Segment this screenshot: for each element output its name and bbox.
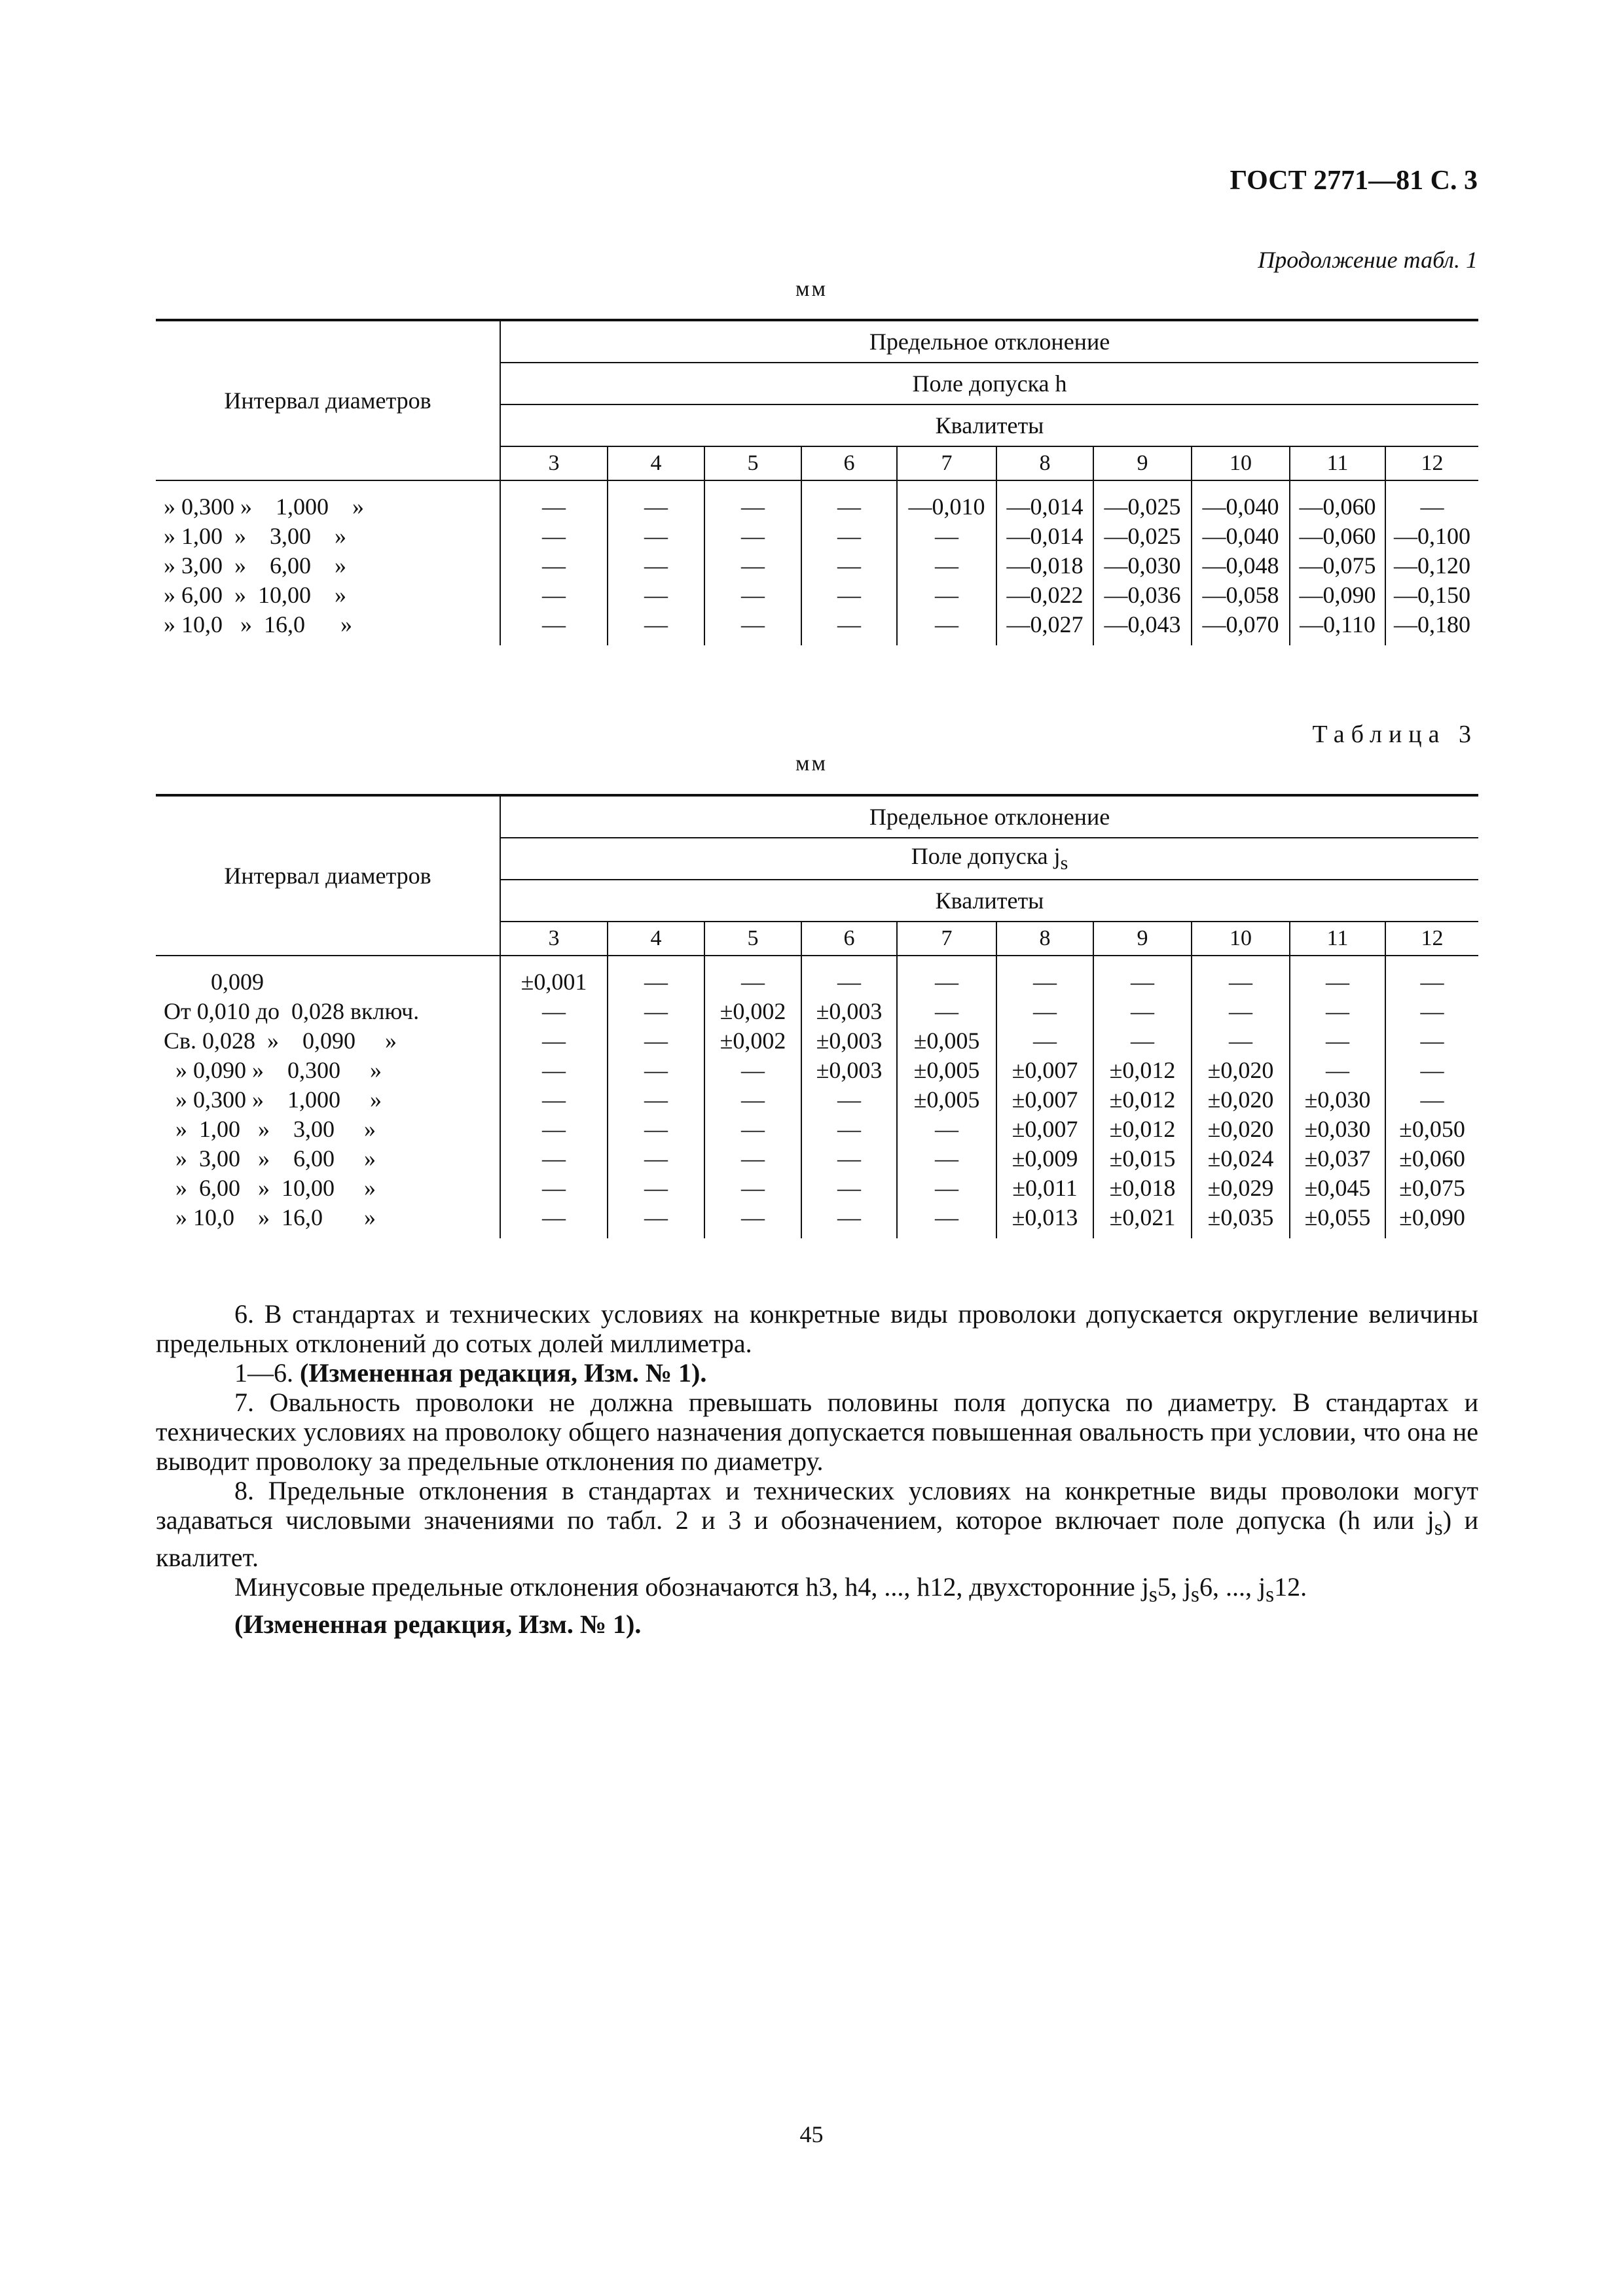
spacer-cell <box>1192 639 1290 645</box>
interval-header: Интервал диаметров <box>156 320 500 480</box>
grade-number: 6 <box>801 446 897 480</box>
deviation-cell: ±0,005 <box>897 1026 996 1055</box>
subscript: s <box>1266 1583 1275 1607</box>
deviation-cell: ±0,012 <box>1093 1055 1192 1085</box>
deviation-cell: — <box>608 580 704 609</box>
deviation-cell: — <box>500 550 608 580</box>
deviation-cell: — <box>1290 1055 1385 1085</box>
table-row <box>156 1143 1478 1173</box>
spacer-cell <box>500 639 608 645</box>
deviation-cell: —0,100 <box>1385 521 1478 550</box>
deviation-cell: — <box>1385 996 1478 1026</box>
deviation-cell: — <box>704 1114 801 1143</box>
interval-cell: » 0,300 » 1,000 » <box>164 493 364 520</box>
tolerance-table-h <box>156 319 1478 645</box>
grade-number: 6 <box>801 922 897 956</box>
deviation-cell: — <box>704 956 801 996</box>
spacer-cell <box>608 1232 704 1238</box>
deviation-cell: ±0,007 <box>996 1055 1093 1085</box>
deviation-header: Предельное отклонение <box>500 795 1478 838</box>
deviation-cell: —0,070 <box>1192 609 1290 639</box>
deviation-cell: — <box>1192 1026 1290 1055</box>
table1-unit: мм <box>795 277 828 301</box>
deviation-cell: ±0,021 <box>1093 1202 1192 1232</box>
deviation-cell: — <box>1385 1055 1478 1085</box>
deviation-cell: — <box>500 521 608 550</box>
field-header-text: Поле допуска j <box>911 843 1061 870</box>
deviation-cell: — <box>704 580 801 609</box>
deviation-cell: — <box>897 956 996 996</box>
deviation-cell: — <box>897 609 996 639</box>
interval-cell: » 1,00 » 3,00 » <box>164 522 346 549</box>
interval-cell: » 3,00 » 6,00 » <box>164 1145 376 1172</box>
deviation-cell: — <box>608 550 704 580</box>
field-header-subscript: s <box>1060 852 1068 874</box>
deviation-cell: —0,043 <box>1093 609 1192 639</box>
deviation-cell: — <box>897 521 996 550</box>
deviation-cell: — <box>1290 956 1385 996</box>
deviation-cell: — <box>500 480 608 521</box>
table-row <box>156 580 1478 609</box>
interval-cell: » 10,0 » 16,0 » <box>164 1204 376 1230</box>
deviation-cell: — <box>608 1143 704 1173</box>
interval-cell: » 0,090 » 0,300 » <box>164 1056 382 1083</box>
deviation-cell: —0,027 <box>996 609 1093 639</box>
grades-header: Квалитеты <box>500 880 1478 922</box>
deviation-cell: —0,120 <box>1385 550 1478 580</box>
deviation-cell: — <box>1290 996 1385 1026</box>
deviation-cell: —0,060 <box>1290 480 1385 521</box>
field-header: Поле допуска h <box>500 363 1478 404</box>
deviation-cell: — <box>801 550 897 580</box>
interval-cell: » 10,0 » 16,0 » <box>164 611 352 637</box>
deviation-cell: — <box>1093 956 1192 996</box>
deviation-cell: — <box>704 1143 801 1173</box>
deviation-cell: — <box>1192 996 1290 1026</box>
deviation-cell: —0,110 <box>1290 609 1385 639</box>
spacer-cell <box>801 639 897 645</box>
field-header <box>500 838 1478 880</box>
deviation-cell: ±0,007 <box>996 1114 1093 1143</box>
grade-number: 8 <box>996 922 1093 956</box>
table-row <box>156 1085 1478 1114</box>
deviation-cell: — <box>704 1173 801 1202</box>
deviation-cell: — <box>897 1202 996 1232</box>
grade-number: 11 <box>1290 446 1385 480</box>
deviation-cell: — <box>500 580 608 609</box>
deviation-cell: ±0,037 <box>1290 1143 1385 1173</box>
subscript: s <box>1434 1516 1443 1540</box>
deviation-cell: —0,025 <box>1093 521 1192 550</box>
deviation-cell: — <box>608 1114 704 1143</box>
deviation-cell: — <box>897 550 996 580</box>
deviation-cell: — <box>704 550 801 580</box>
deviation-cell: ±0,018 <box>1093 1173 1192 1202</box>
grade-number: 11 <box>1290 922 1385 956</box>
deviation-cell: — <box>801 1202 897 1232</box>
deviation-cell: — <box>608 996 704 1026</box>
deviation-cell: — <box>801 609 897 639</box>
paragraph-6-note <box>156 1358 1478 1388</box>
deviation-cell: — <box>500 609 608 639</box>
deviation-cell: — <box>608 1026 704 1055</box>
spacer-cell <box>897 639 996 645</box>
deviation-cell: — <box>801 521 897 550</box>
page-number: 45 <box>799 2121 824 2147</box>
deviation-cell: —0,030 <box>1093 550 1192 580</box>
deviation-cell: ±0,012 <box>1093 1085 1192 1114</box>
deviation-cell: — <box>608 1055 704 1085</box>
designations-text: 6, ..., j <box>1199 1572 1266 1602</box>
deviation-cell: ±0,050 <box>1385 1114 1478 1143</box>
deviation-cell: —0,048 <box>1192 550 1290 580</box>
table-row <box>156 480 1478 521</box>
table-continuation-note: Продолжение табл. 1 <box>1258 247 1478 273</box>
deviation-cell: ±0,055 <box>1290 1202 1385 1232</box>
deviation-cell: — <box>704 1202 801 1232</box>
grade-number: 7 <box>897 922 996 956</box>
spacer-cell <box>1290 1232 1385 1238</box>
deviation-cell: —0,014 <box>996 521 1093 550</box>
deviation-cell: — <box>608 956 704 996</box>
grade-number: 9 <box>1093 446 1192 480</box>
spacer-cell <box>1290 639 1385 645</box>
deviation-cell: —0,040 <box>1192 521 1290 550</box>
interval-cell: » 3,00 » 6,00 » <box>164 552 346 579</box>
deviation-cell: — <box>608 1202 704 1232</box>
table-row <box>156 996 1478 1026</box>
deviation-cell: — <box>801 1143 897 1173</box>
deviation-cell: ±0,013 <box>996 1202 1093 1232</box>
deviation-cell: — <box>704 1085 801 1114</box>
deviation-cell: ±0,035 <box>1192 1202 1290 1232</box>
table-row <box>156 1173 1478 1202</box>
deviation-cell: ±0,020 <box>1192 1055 1290 1085</box>
deviation-cell: —0,040 <box>1192 480 1290 521</box>
deviation-cell: — <box>608 609 704 639</box>
deviation-cell: ±0,003 <box>801 1026 897 1055</box>
table-row <box>156 521 1478 550</box>
table-row <box>156 550 1478 580</box>
deviation-cell: —0,025 <box>1093 480 1192 521</box>
deviation-cell: — <box>704 1055 801 1085</box>
table-row <box>156 1202 1478 1232</box>
deviation-cell: — <box>500 1026 608 1055</box>
deviation-cell: —0,014 <box>996 480 1093 521</box>
deviation-cell: — <box>996 956 1093 996</box>
table-row <box>156 609 1478 639</box>
spacer-cell <box>704 639 801 645</box>
deviation-cell: — <box>608 1085 704 1114</box>
deviation-cell: —0,180 <box>1385 609 1478 639</box>
deviation-cell: — <box>608 480 704 521</box>
deviation-cell: ±0,003 <box>801 1055 897 1085</box>
deviation-cell: — <box>608 521 704 550</box>
table-row <box>156 1026 1478 1055</box>
spacer-cell <box>1385 1232 1478 1238</box>
grade-number: 5 <box>704 446 801 480</box>
body-text <box>156 1299 1478 1639</box>
deviation-cell: ±0,030 <box>1290 1114 1385 1143</box>
designations-text: 12. <box>1274 1572 1307 1602</box>
deviation-cell: ±0,007 <box>996 1085 1093 1114</box>
deviation-cell: ±0,045 <box>1290 1173 1385 1202</box>
deviation-cell: — <box>801 956 897 996</box>
spacer-cell <box>500 1232 608 1238</box>
change-note: (Измененная редакция, Изм. № 1). <box>300 1358 707 1388</box>
spacer-cell <box>801 1232 897 1238</box>
grade-number: 12 <box>1385 922 1478 956</box>
table3-unit: мм <box>795 751 828 776</box>
table-bottom-spacer <box>156 639 1478 645</box>
deviation-cell: —0,060 <box>1290 521 1385 550</box>
deviation-cell: — <box>500 1202 608 1232</box>
grades-header: Квалитеты <box>500 404 1478 446</box>
table-bottom-spacer <box>156 1232 1478 1238</box>
deviation-cell: ±0,001 <box>500 956 608 996</box>
grade-number: 7 <box>897 446 996 480</box>
paragraph-8-text-end: ) и квалитет. <box>156 1505 1478 1572</box>
grade-number: 5 <box>704 922 801 956</box>
interval-cell: » 0,300 » 1,000 » <box>164 1086 382 1113</box>
note-range: 1—6. <box>234 1358 300 1388</box>
interval-cell: » 6,00 » 10,00 » <box>164 1174 376 1201</box>
spacer-cell <box>996 639 1093 645</box>
deviation-cell: — <box>1192 956 1290 996</box>
grade-number: 3 <box>500 922 608 956</box>
final-change-note: (Измененная редакция, Изм. № 1). <box>234 1609 642 1639</box>
interval-cell: » 1,00 » 3,00 » <box>164 1115 376 1142</box>
paragraph-7: 7. Овальность проволоки не должна превышать половины поля допуска по диаметру. В стандартах и технических условиях на проволоку общего назначения допускается повышенная овальность при условии, что она не выводит проволоку за предельные отклонения по диаметру. <box>156 1388 1478 1476</box>
deviation-cell: ±0,020 <box>1192 1114 1290 1143</box>
deviation-cell: —0,036 <box>1093 580 1192 609</box>
deviation-cell: — <box>704 521 801 550</box>
deviation-cell: ±0,090 <box>1385 1202 1478 1232</box>
deviation-cell: ±0,012 <box>1093 1114 1192 1143</box>
deviation-cell: — <box>801 1114 897 1143</box>
deviation-cell: — <box>897 580 996 609</box>
deviation-cell: — <box>500 1055 608 1085</box>
deviation-cell: ±0,029 <box>1192 1173 1290 1202</box>
grade-number: 4 <box>608 446 704 480</box>
deviation-cell: — <box>996 996 1093 1026</box>
deviation-cell: — <box>704 609 801 639</box>
spacer-cell <box>1385 639 1478 645</box>
deviation-cell: — <box>500 1085 608 1114</box>
interval-header: Интервал диаметров <box>156 795 500 956</box>
deviation-cell: ±0,003 <box>801 996 897 1026</box>
deviation-cell: — <box>500 1114 608 1143</box>
deviation-cell: ±0,060 <box>1385 1143 1478 1173</box>
designations-text: 5, j <box>1157 1572 1192 1602</box>
deviation-cell: ±0,011 <box>996 1173 1093 1202</box>
interval-cell: От 0,010 до 0,028 включ. <box>164 997 420 1024</box>
deviation-cell: — <box>1093 1026 1192 1055</box>
deviation-cell: —0,150 <box>1385 580 1478 609</box>
table-row <box>156 1055 1478 1085</box>
deviation-cell: ±0,005 <box>897 1085 996 1114</box>
document-reference: ГОСТ 2771—81 С. 3 <box>1230 166 1478 196</box>
spacer-cell <box>156 639 500 645</box>
table-row <box>156 956 1478 996</box>
deviation-cell: — <box>1385 1085 1478 1114</box>
deviation-cell: —0,018 <box>996 550 1093 580</box>
paragraph-6: 6. В стандартах и технических условиях на конкретные виды проволоки допускается округление величины предельных отклонений до сотых долей миллиметра. <box>156 1299 1478 1358</box>
paragraph-8-text: 8. Предельные отклонения в стандартах и технических условиях на конкретные виды проволоки могут задаваться числовыми значениями по табл. 2 и 3 и обозначением, которое включает поле допуска (h или j <box>156 1476 1478 1535</box>
interval-cell: Св. 0,028 » 0,090 » <box>164 1027 397 1054</box>
grade-number: 9 <box>1093 922 1192 956</box>
deviation-cell: — <box>897 1114 996 1143</box>
deviation-cell: — <box>1385 956 1478 996</box>
deviation-cell: — <box>996 1026 1093 1055</box>
deviation-cell: — <box>801 1173 897 1202</box>
deviation-cell: —0,010 <box>897 480 996 521</box>
interval-cell: 0,009 <box>164 968 264 995</box>
deviation-cell: — <box>704 480 801 521</box>
grade-number: 4 <box>608 922 704 956</box>
deviation-cell: ±0,024 <box>1192 1143 1290 1173</box>
spacer-cell <box>156 1232 500 1238</box>
deviation-cell: ±0,002 <box>704 996 801 1026</box>
deviation-cell: — <box>1093 996 1192 1026</box>
deviation-cell: —0,075 <box>1290 550 1385 580</box>
deviation-cell: —0,058 <box>1192 580 1290 609</box>
deviation-cell: ±0,005 <box>897 1055 996 1085</box>
table-row <box>156 1114 1478 1143</box>
deviation-cell: — <box>801 580 897 609</box>
spacer-cell <box>608 639 704 645</box>
designations-text: Минусовые предельные отклонения обозначаются h3, h4, ..., h12, двухсторонние j <box>234 1572 1149 1602</box>
deviation-cell: ±0,030 <box>1290 1085 1385 1114</box>
deviation-cell: — <box>1385 480 1478 521</box>
deviation-cell: —0,022 <box>996 580 1093 609</box>
paragraph-8 <box>156 1476 1478 1572</box>
tolerance-table-js <box>156 794 1478 1238</box>
grade-number: 12 <box>1385 446 1478 480</box>
deviation-cell: — <box>801 1085 897 1114</box>
subscript: s <box>1191 1583 1200 1607</box>
deviation-cell: — <box>897 1143 996 1173</box>
deviation-cell: ±0,075 <box>1385 1173 1478 1202</box>
deviation-cell: — <box>500 996 608 1026</box>
grade-number: 10 <box>1192 922 1290 956</box>
deviation-cell: ±0,009 <box>996 1143 1093 1173</box>
deviation-cell: — <box>500 1173 608 1202</box>
grade-number: 3 <box>500 446 608 480</box>
deviation-cell: —0,090 <box>1290 580 1385 609</box>
grade-number: 8 <box>996 446 1093 480</box>
deviation-cell: ±0,015 <box>1093 1143 1192 1173</box>
spacer-cell <box>1093 639 1192 645</box>
deviation-cell: ±0,020 <box>1192 1085 1290 1114</box>
subscript: s <box>1148 1583 1158 1607</box>
spacer-cell <box>704 1232 801 1238</box>
spacer-cell <box>1093 1232 1192 1238</box>
deviation-cell: — <box>1290 1026 1385 1055</box>
deviation-cell: ±0,002 <box>704 1026 801 1055</box>
deviation-cell: — <box>897 1173 996 1202</box>
deviation-cell: — <box>608 1173 704 1202</box>
interval-cell: » 6,00 » 10,00 » <box>164 581 346 608</box>
spacer-cell <box>897 1232 996 1238</box>
deviation-cell: — <box>801 480 897 521</box>
grade-number: 10 <box>1192 446 1290 480</box>
table3-caption: Таблица 3 <box>1312 721 1478 748</box>
spacer-cell <box>1192 1232 1290 1238</box>
deviation-cell: — <box>1385 1026 1478 1055</box>
spacer-cell <box>996 1232 1093 1238</box>
paragraph-designations <box>156 1572 1478 1609</box>
deviation-header: Предельное отклонение <box>500 320 1478 363</box>
deviation-cell: — <box>897 996 996 1026</box>
deviation-cell: — <box>500 1143 608 1173</box>
